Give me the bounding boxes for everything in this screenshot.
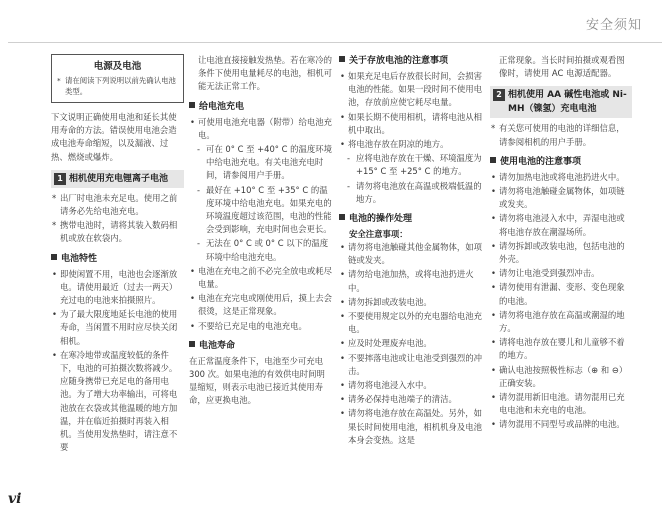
- column-3: [339, 54, 486, 448]
- section-1-heading: [51, 170, 184, 188]
- list-item: • 不要给已充足电的电池充电。: [189, 320, 333, 333]
- dash-item: - 应将电池存放在干燥、环境温度为 +15° C 至 +25° C 的地方。: [347, 152, 486, 178]
- power-battery-box: [51, 54, 184, 103]
- list-item: • 请勿将电池存放在高温处。另外，如果长时间使用电池，相机机身及电池本身会变热。这是: [339, 407, 486, 447]
- list-item: • 请勿将电池存放在高温或潮湿的地方。: [490, 309, 632, 335]
- list-item: • 应及时处理废弃电池。: [339, 337, 486, 350]
- list-item: • 可使用电池充电器（附带）给电池充电。: [189, 116, 333, 142]
- dash-item: - 可在 0° C 至 +40° C 的温度环境中给电池充电。有关电池充电时间，请参阅用户手册。: [197, 143, 333, 183]
- battery-life-text: 在正常温度条件下，电池至少可充电 300 次。如果电池的有效供电时间明显缩短，则表示电池已接近其使用寿命，应更换电池。: [189, 355, 325, 406]
- column-2: [189, 54, 333, 410]
- note-item: * 携带电池时，请将其装入数码相机或放在软袋内。: [51, 219, 184, 245]
- square-bullet-icon: [189, 341, 195, 347]
- dash-item: - 请勿将电池放在高温或极端低温的地方。: [347, 180, 486, 206]
- section-title: 相机使用充电锂离子电池: [69, 173, 169, 184]
- dash-item: - 无法在 0° C 或 0° C 以下的温度环境中给电池充电。: [197, 237, 333, 263]
- continued-text: 正常现象。当长时间拍摄或观看图像时，请使用 AC 电源适配器。: [499, 55, 625, 79]
- section-number-badge: 1: [54, 173, 66, 185]
- column-1: [51, 54, 184, 455]
- list-item: • 请勿将电池浸入水中，弄湿电池或将电池存放在潮湿场所。: [490, 212, 632, 238]
- list-item: • 不要使用规定以外的充电器给电池充电。: [339, 310, 486, 336]
- list-item: • 在寒冷地带或温度较低的条件下，电池的可拍摄次数将减少。应随身携带已充足电的备用电池。为了增大功率输出，可将电池放在衣袋或其他温暖的地方加温，并在临近拍摄时再装入相机。当使用发热垫时，请注意不要: [51, 349, 184, 455]
- square-bullet-icon: [339, 214, 345, 220]
- list-item: • 即使闲置不用，电池也会逐渐放电。请使用最近（过去一两天）充过电的电池来拍摄照片。: [51, 268, 184, 308]
- section-number-badge: 2: [493, 89, 505, 101]
- continued-text: 让电池直接接触发热垫。若在寒冷的条件下使用电量耗尽的电池，相机可能无法正常工作。: [198, 55, 332, 92]
- list-item: • 将电池存放在阴凉的地方。: [339, 138, 486, 151]
- box-note: * 请在阅读下列说明以前先确认电池类型。: [56, 75, 179, 97]
- list-item: • 为了最大限度地延长电池的使用寿命，当闲置不用时应尽快关闭相机。: [51, 308, 184, 348]
- features-heading: 电池特性: [51, 252, 184, 266]
- list-item: • 请勿将电池触碰其他金属物体，如项链或发夹。: [339, 241, 486, 267]
- list-item: • 请务必保持电池端子的清洁。: [339, 393, 486, 406]
- list-item: • 请勿拆卸或改装电池。: [339, 296, 486, 309]
- header-divider: [8, 42, 662, 43]
- list-item: • 请将电池存放在婴儿和儿童够不着的地方。: [490, 336, 632, 362]
- list-item: • 确认电池按照极性标志（⊕ 和 ⊖）正确安装。: [490, 364, 632, 390]
- list-item: • 请勿拆卸或改装电池，包括电池的外壳。: [490, 240, 632, 266]
- note-item: * 出厂时电池未充足电。使用之前请务必先给电池充电。: [51, 192, 184, 218]
- list-item: • 请勿使用有泄漏、变形、变色现象的电池。: [490, 281, 632, 307]
- list-item: • 请勿让电池受到强烈冲击。: [490, 267, 632, 280]
- list-item: • 如果充足电后存放很长时间，会损害电池的性能。如果一段时间不使用电池，存放前应使它耗尽电量。: [339, 70, 486, 110]
- square-bullet-icon: [490, 157, 496, 163]
- list-item: • 请勿加热电池或将电池扔进火中。: [490, 171, 632, 184]
- column-4: [490, 54, 632, 433]
- square-bullet-icon: [189, 102, 195, 108]
- section-title: 相机使用 AA 碱性电池或 Ni-MH（镍氢）充电电池: [508, 90, 627, 115]
- list-item: • 请勿给电池加热，或将电池扔进火中。: [339, 268, 486, 294]
- list-item: • 电池在充完电或刚使用后，摸上去会很烫，这是正常现象。: [189, 292, 333, 318]
- square-bullet-icon: [339, 56, 345, 62]
- usage-heading: 使用电池的注意事项: [490, 155, 632, 169]
- page-header-title: 安全须知: [585, 18, 642, 33]
- storage-heading: 关于存放电池的注意事项: [339, 54, 486, 68]
- list-item: • 请勿混用新旧电池。请勿混用已充电电池和未充电的电池。: [490, 391, 632, 417]
- dash-item: - 最好在 +10° C 至 +35° C 的温度环境中给电池充电。如果充电的环境温度超过该范围，电池的性能会受到影响，充电时间也会更长。: [197, 184, 333, 237]
- handling-subheading: 安全注意事项：: [349, 229, 408, 240]
- list-item: • 请勿将电池浸入水中。: [339, 379, 486, 392]
- box-title: 电源及电池: [93, 61, 142, 72]
- intro-paragraph: 下文说明正确使用电池和延长其使用寿命的方法。错误使用电池会造成电池寿命缩短，以及漏液、过热、燃烧或爆炸。: [51, 112, 177, 162]
- page-number: vi: [8, 491, 22, 507]
- list-item: • 请勿将电池触碰金属物体，如项链或发夹。: [490, 185, 632, 211]
- section-2-heading: [490, 86, 632, 118]
- list-item: • 如果长期不使用相机，请将电池从相机中取出。: [339, 111, 486, 137]
- list-item: • 请勿混用不同型号或品牌的电池。: [490, 418, 632, 431]
- square-bullet-icon: [51, 254, 57, 260]
- list-item: • 不要摔落电池或让电池受到强烈的冲击。: [339, 352, 486, 378]
- note-item: * 有关您可使用的电池的详细信息，请参阅相机的用户手册。: [490, 122, 632, 148]
- list-item: • 电池在充电之前不必完全放电或耗尽电量。: [189, 265, 333, 291]
- handling-heading: 电池的操作处理: [339, 212, 486, 226]
- charging-heading: 给电池充电: [189, 100, 333, 114]
- battery-life-heading: 电池寿命: [189, 339, 333, 353]
